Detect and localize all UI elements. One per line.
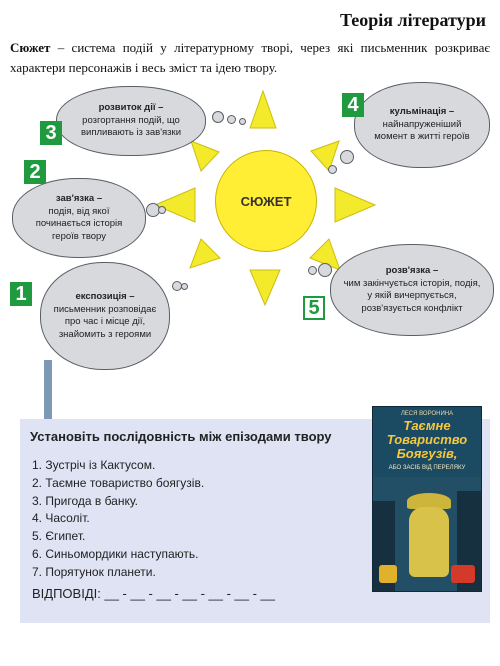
number-badge-4: 4: [342, 93, 364, 117]
book-cover: [372, 406, 482, 592]
book-title: Таємне Товариство Боягузів,: [386, 418, 468, 461]
ray-bottom: [250, 270, 280, 305]
cloud-exposition: [40, 262, 170, 370]
list-item: 1. Зустріч із Кактусом.: [32, 458, 156, 472]
cover-character: [409, 507, 449, 577]
cloud-development-body: розгортання подій, що випливають із зав'язки: [81, 114, 181, 139]
episode-list: [32, 457, 204, 582]
thought-bubble: [158, 206, 166, 214]
list-item: 4. Часоліт.: [32, 511, 90, 526]
cloud-exposition-head: експозиція –: [75, 291, 135, 302]
thought-bubble: [328, 165, 337, 174]
thought-bubble: [340, 150, 354, 164]
intro-term: Сюжет: [10, 40, 51, 55]
ray-bottom-left: [190, 239, 220, 268]
cloud-start-head: зав'язка –: [55, 193, 103, 204]
cloud-development-head: розвиток дії –: [98, 102, 164, 114]
cloud-climax: [354, 82, 490, 168]
cover-badge: [379, 565, 397, 583]
list-item: 6. Синьомордики наступають.: [32, 546, 199, 561]
cloud-exposition-body: письменник розповідає про час і місце дії, знайомить з героями: [53, 303, 157, 340]
sun-center: СЮЖЕТ: [215, 150, 317, 252]
cloud-denouement: [330, 244, 494, 336]
book-author: ЛЕСЯ ВОРОНИНА: [400, 411, 454, 417]
cover-publisher-logo: [451, 565, 475, 583]
task-title: Установіть послідовність між епізодами твору: [30, 429, 332, 444]
ray-top-left: [191, 141, 219, 171]
ray-left: [155, 188, 195, 222]
cloud-development: [56, 86, 206, 156]
list-item: 7. Порятунок планети.: [32, 564, 156, 579]
cloud-climax-head: кульмінація –: [389, 106, 455, 118]
thought-bubble: [227, 115, 236, 124]
thought-bubble: [239, 118, 246, 125]
cloud-denouement-body: чим закінчується історія, подія, у якій вичерпується, розв'язується конфлікт: [343, 277, 481, 314]
number-badge-3: 3: [40, 121, 62, 145]
book-subtitle: АБО ЗАСІБ ВІД ПЕРЕЛЯКУ: [388, 465, 466, 471]
cloud-climax-body: найнапруженіший момент в житті героїв: [374, 118, 470, 143]
number-badge-5: 5: [303, 296, 325, 320]
ray-top: [250, 91, 276, 128]
cloud-start-body: подія, від якої починається історія героїв твору: [35, 205, 123, 242]
list-item: 3. Пригода в банку.: [32, 493, 139, 508]
cloud-denouement-head: розв'язка –: [385, 265, 439, 276]
number-badge-2: 2: [24, 160, 46, 184]
ray-right: [335, 188, 375, 222]
thought-bubble: [308, 266, 317, 275]
page-title: Теорія літератури: [339, 10, 486, 30]
answer-line: ВІДПОВІДІ: __ - __ - __ - __ - __ - __ - __: [32, 586, 276, 601]
thought-bubble: [181, 283, 188, 290]
cloud-exposition-start: [12, 178, 146, 258]
thought-bubble: [212, 111, 224, 123]
thought-bubble: [318, 263, 332, 277]
list-item: 5. Єгипет.: [32, 529, 86, 544]
list-item: 2. Таємне товариство боягузів.: [32, 475, 205, 490]
number-badge-1: 1: [10, 282, 32, 306]
intro-text: – система подій у літературному творі, через які письменник розкриває характери персонажів і весь зміст та ідею твору.: [10, 40, 490, 75]
